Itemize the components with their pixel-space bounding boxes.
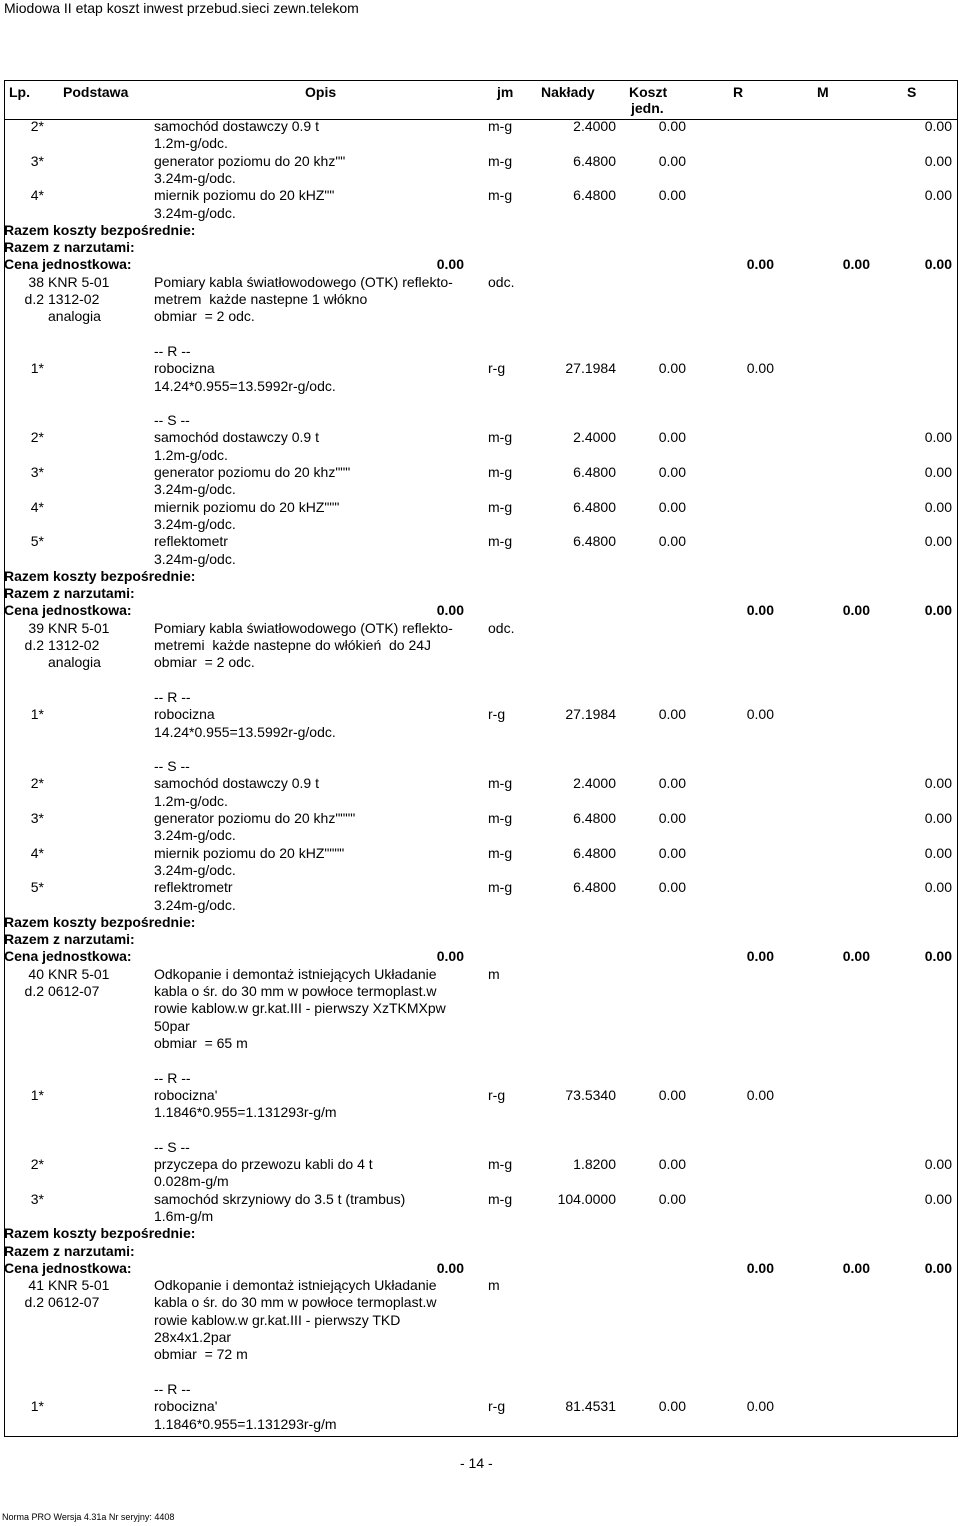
table-row [4, 516, 956, 533]
summary-label: Razem koszty bezpośrednie: [4, 913, 196, 930]
table-row [4, 827, 956, 844]
table-row [4, 447, 956, 464]
cell-koszt: 0.00 [658, 844, 686, 861]
table-row [4, 620, 956, 637]
cell-nak: 27.1984 [565, 706, 616, 723]
cell-lp: 2* [30, 429, 44, 446]
cell-lp: d.2 [24, 983, 44, 999]
cell-s: 0.00 [924, 1259, 952, 1276]
cell-opis: 1.6m-g/m [154, 1207, 214, 1224]
cell-koszt: 0.00 [658, 1398, 686, 1415]
summary-label: Razem koszty bezpośrednie: [4, 221, 196, 238]
summary-label: Razem koszty bezpośrednie: [4, 567, 196, 584]
cell-nak: 73.5340 [565, 1086, 616, 1103]
page-number: - 14 - [460, 1455, 493, 1471]
cell-pod: KNR 5-01 [48, 273, 110, 290]
table-row [4, 862, 956, 879]
cell-jm: m-g [488, 775, 513, 792]
cell-jm: r-g [488, 360, 506, 377]
table-row [4, 429, 956, 446]
cell-opis: Odkopanie i demontaż istniejących Układanie [154, 1277, 437, 1294]
cell-opis: robocizna' [154, 1398, 218, 1415]
table-row [4, 879, 956, 896]
cell-nak: 2.4000 [573, 429, 616, 446]
cell-koszt: 0.00 [658, 152, 686, 169]
table-row [4, 551, 956, 568]
cell-opis: 3.24m-g/odc. [154, 169, 236, 186]
cell-opis: robocizna [154, 706, 215, 723]
cell-opis: obmiar = 2 odc. [154, 654, 255, 671]
cell-koszt: 0.00 [658, 533, 686, 550]
cell-jm: r-g [488, 1086, 506, 1103]
table-row [4, 948, 956, 965]
cell-s: 0.00 [924, 775, 952, 792]
cell-opis: Pomiary kabla światłowodowego (OTK) reflekto- [154, 273, 453, 290]
table-row [4, 170, 956, 187]
cell-cena: 0.00 [436, 256, 464, 273]
cell-opis: obmiar = 65 m [154, 1034, 248, 1051]
cell-jm: odc. [488, 619, 515, 636]
cell-s: 0.00 [924, 464, 952, 480]
cell-opis: kabla o śr. do 30 mm w powłoce termoplast.w [154, 1294, 437, 1311]
table-row [4, 1173, 956, 1190]
cell-lp: 2* [30, 1156, 44, 1172]
cell-opis: generator poziomu do 20 khz"" [154, 152, 346, 169]
table-row [4, 1364, 956, 1381]
cell-nak: 6.4800 [573, 844, 616, 861]
cell-lp: 2* [30, 775, 44, 792]
cell-opis: reflektometr [154, 533, 228, 550]
table-row [4, 689, 956, 706]
cell-opis: obmiar = 72 m [154, 1346, 248, 1363]
table-row [4, 1087, 956, 1104]
cell-opis: reflektrometr [154, 879, 233, 896]
cell-lp: d.2 [24, 291, 44, 307]
table-row [4, 1346, 956, 1363]
cell-jm: m-g [488, 464, 513, 480]
table-row [4, 775, 956, 792]
cell-opis: Pomiary kabla światłowodowego (OTK) reflekto- [154, 619, 453, 636]
table-row [4, 499, 956, 516]
cell-koszt: 0.00 [658, 810, 686, 826]
cell-nak: 6.4800 [573, 464, 616, 480]
cell-r: 0.00 [746, 1259, 774, 1276]
cell-lp: 3* [30, 810, 44, 826]
table-row [4, 274, 956, 291]
cell-opis: 3.24m-g/odc. [154, 550, 236, 567]
table-row [4, 1243, 956, 1260]
cell-s: 0.00 [924, 152, 952, 169]
cell-opis: 14.24*0.955=13.5992r-g/odc. [154, 723, 336, 740]
cell-jm: m-g [488, 879, 513, 896]
cell-nak: 104.0000 [557, 1190, 616, 1207]
table-row [4, 308, 956, 325]
table-row [4, 1035, 956, 1052]
cell-opis: miernik poziomu do 20 kHZ"" [154, 187, 335, 204]
cell-opis: generator poziomu do 20 khz"""" [154, 810, 356, 826]
cell-opis: -- S -- [154, 1138, 190, 1155]
cell-s: 0.00 [924, 1190, 952, 1207]
table-row [4, 810, 956, 827]
cell-s: 0.00 [924, 256, 952, 273]
cell-opis: przyczepa do przewozu kabli do 4 t [154, 1156, 373, 1172]
summary-label: Razem z narzutami: [4, 239, 135, 256]
cell-opis: 0.028m-g/m [154, 1173, 229, 1190]
document-title: Miodowa II etap koszt inwest przebud.sieci zewn.telekom [4, 0, 359, 16]
cell-koszt: 0.00 [658, 1190, 686, 1207]
cell-pod: 0612-07 [48, 983, 100, 999]
table-row [4, 1208, 956, 1225]
table-row [4, 845, 956, 862]
cell-koszt: 0.00 [658, 775, 686, 792]
cell-lp: 38 [28, 273, 44, 290]
table-row [4, 1156, 956, 1173]
table-row [4, 1329, 956, 1346]
cell-m: 0.00 [842, 602, 870, 619]
cell-koszt: 0.00 [658, 879, 686, 896]
header-naklady: Nakłady [541, 84, 595, 100]
cell-opis: 1.1846*0.955=1.131293r-g/m [154, 1415, 337, 1432]
cell-jm: r-g [488, 1398, 506, 1415]
cell-r: 0.00 [746, 602, 774, 619]
table-row [4, 983, 956, 1000]
table-row [4, 1312, 956, 1329]
cell-jm: m-g [488, 498, 513, 515]
cell-koszt: 0.00 [658, 706, 686, 723]
cell-pod: KNR 5-01 [48, 1277, 110, 1294]
cell-opis: miernik poziomu do 20 kHZ"""" [154, 844, 345, 861]
table-row [4, 568, 956, 585]
cell-nak: 81.4531 [565, 1398, 616, 1415]
summary-label: Razem z narzutami: [4, 585, 135, 602]
cell-opis: 1.1846*0.955=1.131293r-g/m [154, 1104, 337, 1121]
table-row [4, 343, 956, 360]
cell-pod: analogia [48, 308, 101, 325]
cell-nak: 27.1984 [565, 360, 616, 377]
cell-opis: -- R -- [154, 342, 191, 359]
table-row [4, 135, 956, 152]
cell-opis: 14.24*0.955=13.5992r-g/odc. [154, 377, 336, 394]
cell-lp: 40 [28, 965, 44, 982]
table-row [4, 1381, 956, 1398]
table-row [4, 153, 956, 170]
table-row [4, 706, 956, 723]
table-row [4, 1121, 956, 1138]
cell-opis: robocizna [154, 360, 215, 377]
cell-lp: 5* [30, 879, 44, 896]
cell-opis: 28x4x1.2par [154, 1329, 232, 1345]
cell-s: 0.00 [924, 187, 952, 204]
cell-lp: 39 [28, 619, 44, 636]
table-row [4, 1070, 956, 1087]
cell-lp: 3* [30, 152, 44, 169]
summary-label: Razem z narzutami: [4, 1242, 135, 1259]
cell-koszt: 0.00 [658, 1086, 686, 1103]
cell-s: 0.00 [924, 498, 952, 515]
cell-pod: KNR 5-01 [48, 965, 110, 982]
cell-pod: KNR 5-01 [48, 619, 110, 636]
cell-jm: r-g [488, 706, 506, 723]
cell-lp: 4* [30, 498, 44, 515]
cell-s: 0.00 [924, 948, 952, 965]
table-row [4, 1191, 956, 1208]
cell-opis: 3.24m-g/odc. [154, 515, 236, 532]
table-row [4, 724, 956, 741]
header-koszt: Koszt [629, 84, 668, 100]
cell-opis: 50par [154, 1017, 190, 1034]
cell-opis: rowie kablow.w gr.kat.III - pierwszy XzTKMXpw [154, 1000, 446, 1017]
cell-koszt: 0.00 [658, 1156, 686, 1172]
cell-koszt: 0.00 [658, 187, 686, 204]
cell-opis: robocizna' [154, 1086, 218, 1103]
cell-lp: 1* [30, 360, 44, 377]
cell-opis: generator poziomu do 20 khz""" [154, 464, 351, 480]
header-koszt-jedn: jedn. [631, 100, 664, 116]
table-row [4, 291, 956, 308]
cell-koszt: 0.00 [658, 464, 686, 480]
cell-jm: m [488, 965, 500, 982]
cell-opis: 1.2m-g/odc. [154, 792, 228, 809]
cell-opis: 3.24m-g/odc. [154, 896, 236, 913]
cell-opis: -- R -- [154, 1380, 191, 1397]
cell-jm: m-g [488, 1156, 513, 1172]
cell-koszt: 0.00 [658, 498, 686, 515]
cell-koszt: 0.00 [658, 118, 686, 134]
cell-lp: d.2 [24, 637, 44, 653]
cell-jm: odc. [488, 273, 515, 290]
cell-opis: 3.24m-g/odc. [154, 481, 236, 498]
cell-cena: 0.00 [436, 1259, 464, 1276]
table-row [4, 1294, 956, 1311]
cell-m: 0.00 [842, 256, 870, 273]
cell-jm: m-g [488, 187, 513, 204]
cell-lp: d.2 [24, 1294, 44, 1311]
cell-opis: -- S -- [154, 758, 190, 775]
cell-lp: 1* [30, 1086, 44, 1103]
cell-lp: 2* [30, 118, 44, 134]
header-opis: Opis [305, 84, 337, 100]
cell-s: 0.00 [924, 844, 952, 861]
cell-lp: 5* [30, 533, 44, 550]
cell-opis: 1.2m-g/odc. [154, 446, 228, 463]
table-row [4, 412, 956, 429]
header-jm: jm [497, 84, 514, 100]
table-header [5, 80, 957, 120]
cell-opis: metremi każde nastepne do włókień do 24J [154, 637, 432, 653]
cell-opis: samochód dostawczy 0.9 t [154, 775, 319, 792]
table-row [4, 931, 956, 948]
cell-jm: m-g [488, 1190, 513, 1207]
cell-nak: 6.4800 [573, 810, 616, 826]
cell-pod: 1312-02 [48, 637, 100, 653]
summary-label: Razem z narzutami: [4, 931, 135, 948]
table-row [4, 256, 956, 273]
table-row [4, 966, 956, 983]
summary-label: Razem koszty bezpośrednie: [4, 1225, 196, 1242]
cell-lp: 4* [30, 187, 44, 204]
cell-r: 0.00 [746, 706, 774, 723]
cell-jm: m-g [488, 152, 513, 169]
cell-nak: 1.8200 [573, 1156, 616, 1172]
cell-jm: m-g [488, 429, 513, 446]
table-row [4, 1225, 956, 1242]
table-row [4, 672, 956, 689]
table-row [4, 1139, 956, 1156]
cell-nak: 6.4800 [573, 533, 616, 550]
table-row [4, 378, 956, 395]
table-row [4, 1277, 956, 1294]
cell-jm: m-g [488, 810, 513, 826]
cell-opis: 3.24m-g/odc. [154, 827, 236, 844]
table-row [4, 585, 956, 602]
cell-nak: 6.4800 [573, 498, 616, 515]
cell-s: 0.00 [924, 1156, 952, 1172]
cell-s: 0.00 [924, 602, 952, 619]
cell-s: 0.00 [924, 879, 952, 896]
cell-opis: metrem każde nastepne 1 włókno [154, 291, 368, 307]
table-row [4, 395, 956, 412]
header-podstawa: Podstawa [63, 84, 129, 100]
cell-opis: -- R -- [154, 1069, 191, 1086]
cell-lp: 41 [28, 1277, 44, 1294]
summary-label: Cena jednostkowa: [4, 948, 132, 965]
header-lp: Lp. [9, 84, 30, 100]
table-row [4, 1000, 956, 1017]
cell-lp: 3* [30, 464, 44, 480]
cell-r: 0.00 [746, 1086, 774, 1103]
cell-jm: m [488, 1277, 500, 1294]
table-row [4, 637, 956, 654]
cell-opis: obmiar = 2 odc. [154, 308, 255, 325]
cell-pod: 1312-02 [48, 291, 100, 307]
cell-opis: 3.24m-g/odc. [154, 861, 236, 878]
cell-pod: analogia [48, 654, 101, 671]
cell-lp: 1* [30, 1398, 44, 1415]
table-row [4, 602, 956, 619]
cell-r: 0.00 [746, 1398, 774, 1415]
software-footer: Norma PRO Wersja 4.31a Nr seryjny: 4408 [2, 1512, 175, 1522]
table-row [4, 654, 956, 671]
cell-opis: Odkopanie i demontaż istniejących Układanie [154, 965, 437, 982]
table-row [4, 464, 956, 481]
cell-m: 0.00 [842, 1259, 870, 1276]
cell-opis: samochód skrzyniowy do 3.5 t (trambus) [154, 1190, 406, 1207]
table-row [4, 1018, 956, 1035]
table-row [4, 1104, 956, 1121]
cell-koszt: 0.00 [658, 360, 686, 377]
cell-opis: 1.2m-g/odc. [154, 135, 228, 152]
table-row [4, 360, 956, 377]
table-row [4, 533, 956, 550]
cell-r: 0.00 [746, 256, 774, 273]
table-row [4, 326, 956, 343]
cell-pod: 0612-07 [48, 1294, 100, 1311]
table-row [4, 741, 956, 758]
table-row [4, 1398, 956, 1415]
cell-opis: -- S -- [154, 412, 190, 429]
table-row [4, 205, 956, 222]
cell-jm: m-g [488, 844, 513, 861]
summary-label: Cena jednostkowa: [4, 602, 132, 619]
table-row [4, 118, 956, 135]
table-row [4, 914, 956, 931]
table-row [4, 481, 956, 498]
table-row [4, 1416, 956, 1433]
cell-cena: 0.00 [436, 602, 464, 619]
cell-jm: m-g [488, 533, 513, 550]
header-m: M [817, 84, 829, 100]
cell-opis: rowie kablow.w gr.kat.III - pierwszy TKD [154, 1311, 401, 1328]
cell-nak: 2.4000 [573, 775, 616, 792]
table-row [4, 222, 956, 239]
table-row [4, 758, 956, 775]
cell-opis: 3.24m-g/odc. [154, 204, 236, 221]
header-s: S [907, 84, 917, 100]
cell-lp: 4* [30, 844, 44, 861]
table-row [4, 897, 956, 914]
cell-s: 0.00 [924, 533, 952, 550]
table-row [4, 793, 956, 810]
cell-koszt: 0.00 [658, 429, 686, 446]
cell-s: 0.00 [924, 810, 952, 826]
cell-lp: 1* [30, 706, 44, 723]
cell-s: 0.00 [924, 429, 952, 446]
cell-jm: m-g [488, 118, 513, 134]
cell-s: 0.00 [924, 118, 952, 134]
cell-lp: 3* [30, 1190, 44, 1207]
cell-opis: kabla o śr. do 30 mm w powłoce termoplast.w [154, 983, 437, 999]
cell-r: 0.00 [746, 360, 774, 377]
summary-label: Cena jednostkowa: [4, 256, 132, 273]
cell-cena: 0.00 [436, 948, 464, 965]
table-row [4, 1052, 956, 1069]
cell-opis: samochód dostawczy 0.9 t [154, 118, 319, 134]
cell-opis: -- R -- [154, 688, 191, 705]
cell-m: 0.00 [842, 948, 870, 965]
table-row [4, 239, 956, 256]
cell-nak: 6.4800 [573, 152, 616, 169]
cell-opis: samochód dostawczy 0.9 t [154, 429, 319, 446]
summary-label: Cena jednostkowa: [4, 1259, 132, 1276]
cell-nak: 2.4000 [573, 118, 616, 134]
table-row [4, 1260, 956, 1277]
table-row [4, 187, 956, 204]
cell-r: 0.00 [746, 948, 774, 965]
cell-nak: 6.4800 [573, 187, 616, 204]
cell-nak: 6.4800 [573, 879, 616, 896]
header-r: R [733, 84, 744, 100]
cell-opis: miernik poziomu do 20 kHZ""" [154, 498, 340, 515]
